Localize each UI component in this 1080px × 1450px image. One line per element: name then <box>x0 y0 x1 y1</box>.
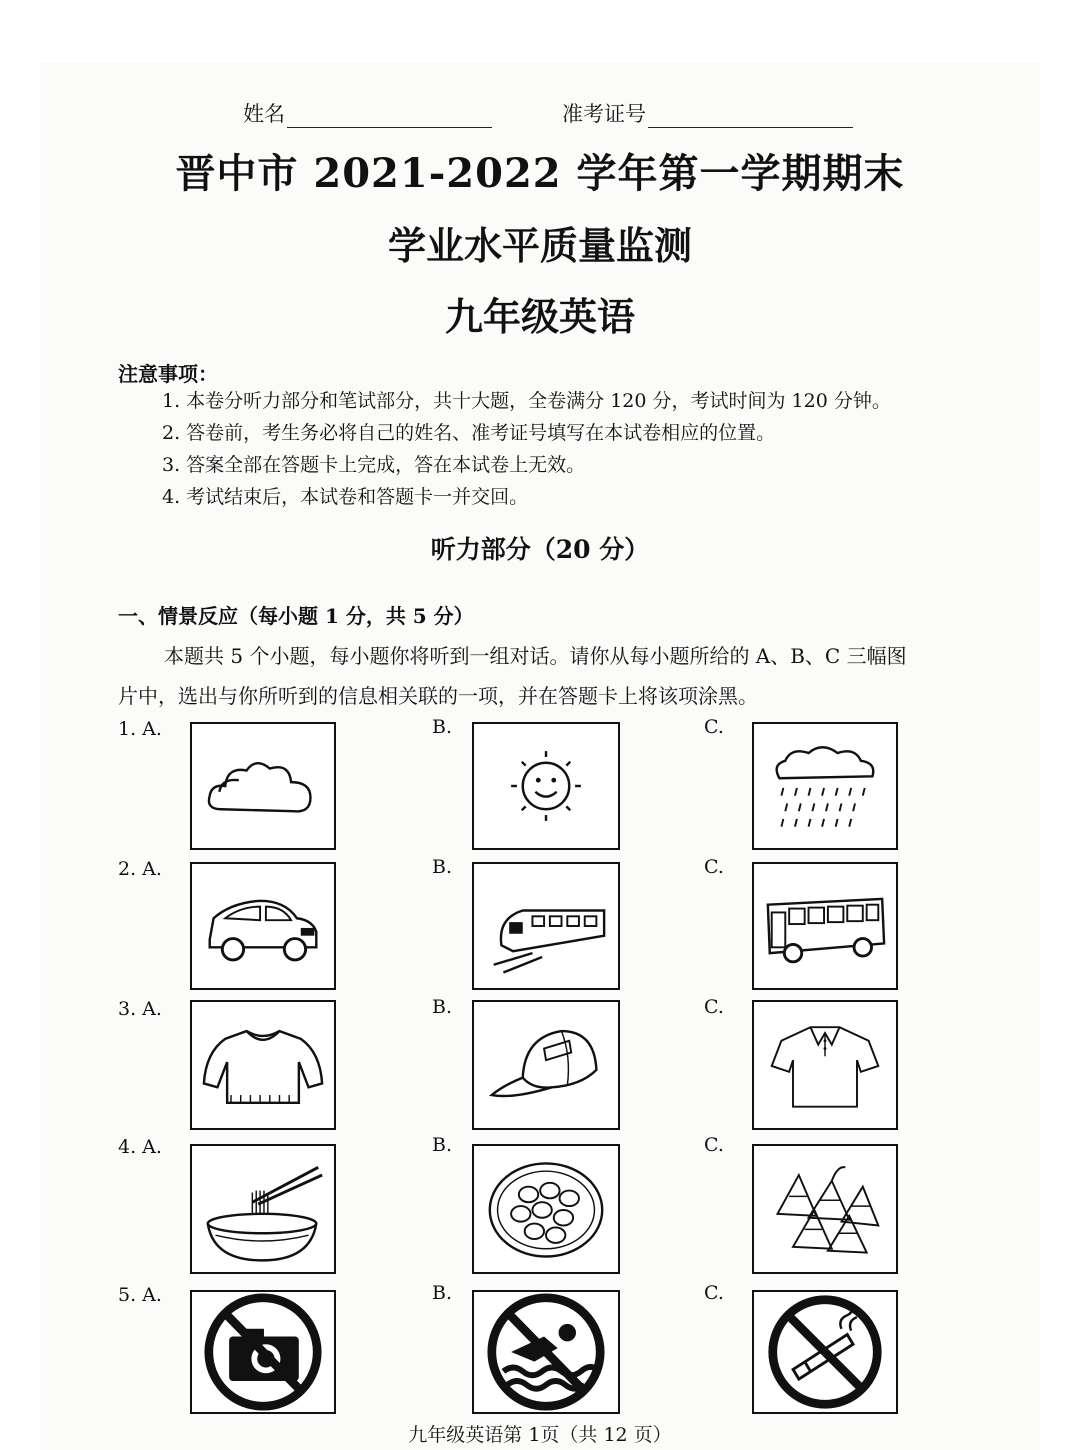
bus-icon <box>754 864 896 988</box>
zongzi-icon <box>754 1146 896 1272</box>
item-2-label: 2. A. <box>118 858 162 880</box>
noodles-icon <box>192 1146 334 1272</box>
option-box <box>752 1290 898 1414</box>
option-box <box>190 1000 336 1130</box>
item-2-b-label: B. <box>432 856 453 878</box>
shirt-icon <box>754 1002 896 1128</box>
option-box <box>472 1000 620 1130</box>
option-box <box>752 1000 898 1130</box>
dumplings-icon <box>474 1146 618 1272</box>
exam-id-label: 准考证号 <box>562 102 646 126</box>
exam-id-field <box>562 98 853 128</box>
item-2-c-label: C. <box>704 856 724 878</box>
note-item-1: 1. 本卷分听力部分和笔试部分，共十大题，全卷满分 120 分，考试时间为 120 分钟。 <box>162 390 891 412</box>
notes-heading: 注意事项： <box>118 362 218 386</box>
question-instruction-line1: 本题共 5 个小题，每小题你将听到一组对话。请你从每小题所给的 A、B、C 三幅图 <box>164 644 907 668</box>
option-box <box>190 722 336 850</box>
option-box <box>190 1144 336 1274</box>
exam-title-line1: 晋中市 2021-2022 学年第一学期期末 <box>175 150 905 197</box>
rain-cloud-icon <box>754 724 896 848</box>
sun-icon <box>474 724 618 848</box>
no-smoking-icon <box>754 1292 896 1412</box>
exam-title-line2: 学业水平质量监测 <box>387 223 692 268</box>
question-heading: 一、情景反应（每小题 1 分，共 5 分） <box>118 604 474 628</box>
cap-icon <box>474 1002 618 1128</box>
train-icon <box>474 864 618 988</box>
item-1-c-label: C. <box>704 716 724 738</box>
item-3-b-label: B. <box>432 996 453 1018</box>
sweater-icon <box>192 1002 334 1128</box>
item-1-b-label: B. <box>432 716 453 738</box>
page-footer: 九年级英语第 1页（共 12 页） <box>408 1424 672 1446</box>
item-5-label: 5. A. <box>118 1284 162 1306</box>
no-swimming-icon <box>474 1292 618 1412</box>
option-box <box>472 1144 620 1274</box>
item-4-c-label: C. <box>704 1134 724 1156</box>
item-3-c-label: C. <box>704 996 724 1018</box>
cloud-icon <box>192 724 334 848</box>
car-icon <box>192 864 334 988</box>
item-3-label: 3. A. <box>118 998 162 1020</box>
item-4-b-label: B. <box>432 1134 453 1156</box>
option-box <box>752 1144 898 1274</box>
name-label: 姓名 <box>243 102 285 126</box>
option-box <box>472 722 620 850</box>
item-1-label: 1. A. <box>118 718 162 740</box>
item-5-c-label: C. <box>704 1282 724 1304</box>
option-box <box>472 1290 620 1414</box>
exam-subject-title: 九年级英语 <box>444 294 635 339</box>
name-field <box>243 98 492 128</box>
item-4-label: 4. A. <box>118 1136 162 1158</box>
option-box <box>752 862 898 990</box>
name-blank-line <box>287 105 492 128</box>
note-item-2: 2. 答卷前，考生务必将自己的姓名、准考证号填写在本试卷相应的位置。 <box>162 422 776 444</box>
option-box <box>472 862 620 990</box>
option-box <box>190 1290 336 1414</box>
question-instruction-line2: 片中，选出与你所听到的信息相关联的一项，并在答题卡上将该项涂黑。 <box>118 684 758 708</box>
option-box <box>752 722 898 850</box>
note-item-3: 3. 答案全部在答题卡上完成，答在本试卷上无效。 <box>162 454 586 476</box>
option-box <box>190 862 336 990</box>
exam-id-blank-line <box>648 105 853 128</box>
note-item-4: 4. 考试结束后，本试卷和答题卡一并交回。 <box>162 486 529 508</box>
item-5-b-label: B. <box>432 1282 453 1304</box>
section-title: 听力部分（20 分） <box>430 535 650 564</box>
no-photo-icon <box>192 1292 334 1412</box>
